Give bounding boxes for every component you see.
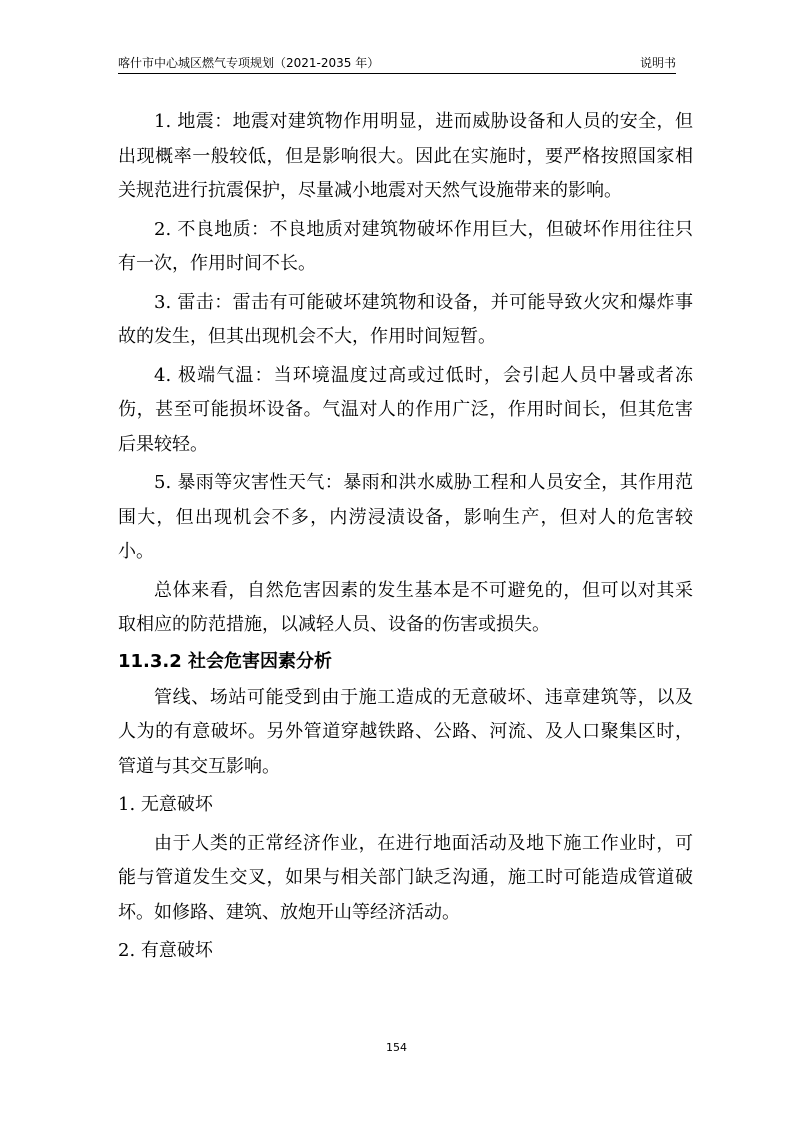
paragraph-social-intro: 管线、场站可能受到由于施工造成的无意破坏、违章建筑等，以及人为的有意破坏。另外管道穿越铁路、公路、河流、及人口聚集区时，管道与其交互影响。 (118, 686, 693, 777)
paragraph-geology: 2. 不良地质：不良地质对建筑物破坏作用巨大，但破坏作用往往只有一次，作用时间不长。 (118, 218, 693, 274)
paragraph-temperature: 4. 极端气温：当环境温度过高或过低时，会引起人员中暑或者冻伤，甚至可能损坏设备。气温对人的作用广泛，作用时间长，但其危害后果较轻。 (118, 364, 693, 455)
document-title: 喀什市中心城区燃气专项规划（2021-2035 年） (118, 56, 380, 70)
page-header (118, 51, 676, 74)
section-heading: 11.3.2 社会危害因素分析 (118, 650, 333, 672)
section-label: 说明书 (639, 56, 676, 70)
paragraph-earthquake: 1. 地震：地震对建筑物作用明显，进而威胁设备和人员的安全，但出现概率一般较低，但是影响很大。因此在实施时，要严格按照国家相关规范进行抗震保护，尽量减小地震对天然气设施带来的影响。 (118, 111, 693, 201)
paragraph-summary: 总体来看，自然危害因素的发生基本是不可避免的，但可以对其采取相应的防范措施，以减轻人员、设备的伤害或损失。 (118, 579, 693, 635)
paragraph-unintentional: 由于人类的正常经济作业，在进行地面活动及地下施工作业时，可能与管道发生交叉，如果与相关部门缺乏沟通，施工时可能造成管道破坏。如修路、建筑、放炮开山等经济活动。 (118, 832, 693, 923)
paragraph-lightning: 3. 雷击：雷击有可能破坏建筑物和设备，并可能导致火灾和爆炸事故的发生，但其出现机会不大，作用时间短暂。 (118, 291, 693, 347)
page-number: 154 (386, 1041, 407, 1054)
paragraph-weather: 5. 暴雨等灾害性天气：暴雨和洪水威胁工程和人员安全，其作用范围大，但出现机会不多，内涝浸渍设备，影响生产，但对人的危害较小。 (118, 472, 693, 562)
document-body (118, 105, 693, 969)
list-item-intentional: 2. 有意破坏 (118, 940, 213, 961)
list-item-unintentional: 1. 无意破坏 (118, 794, 213, 815)
